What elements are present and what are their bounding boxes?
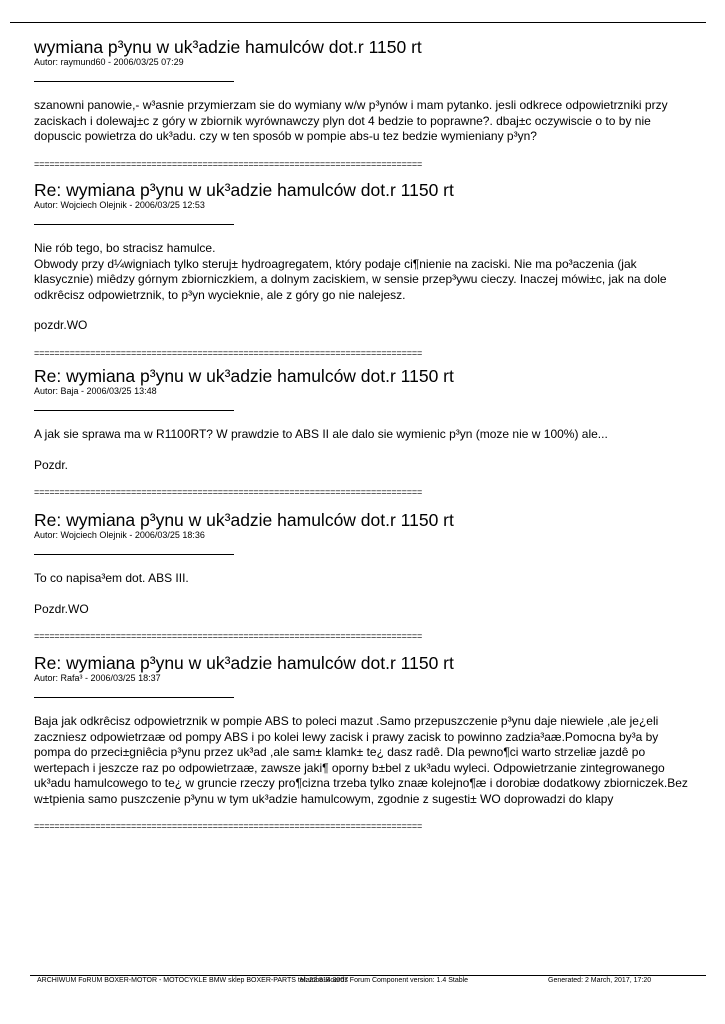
- post-title: Re: wymiana p³ynu w uk³adzie hamulców dot.r 1150 rt: [34, 510, 454, 530]
- post-paragraph: Nie rób tego, bo stracisz hamulce. Obwody przy d¼wigniach tylko steruj± hydroagregatem, który podaje ci¶nienie na zaciski. Nie ma po³aczenia (jak klasycznie) miêdzy górnym zbiorniczkiem, a dolnym zaciskiem, w sensie przep³ywu cieczy. Inaczej mówi±c, jak na dole odkrêcisz odpowietrznik, to p³yn wycieknie, ale z góry go nie nalejesz.: [34, 241, 667, 302]
- post-body: [34, 571, 694, 617]
- post-paragraph: Pozdr.: [34, 457, 69, 472]
- forum-post: [34, 653, 694, 831]
- post-author-line: Autor: Wojciech Olejnik - 2006/03/25 12:53: [34, 200, 205, 210]
- post-body: [34, 241, 694, 334]
- post-title: Re: wymiana p³ynu w uk³adzie hamulców dot.r 1150 rt: [34, 366, 454, 386]
- top-rule: [10, 22, 706, 23]
- post-body: [34, 427, 694, 473]
- post-separator: ============================================================================: [34, 821, 423, 831]
- post-paragraph: To co napisa³em dot. ABS III.: [34, 571, 189, 585]
- post-paragraph: A jak sie sprawa ma w R1100RT? W prawdzie to ABS II ale dalo sie wymienic p³yn (moze nie w 100%) ale...: [34, 427, 608, 441]
- footer-site-name: ARCHIWUM FoRUM BOXER-MOTOR - MOTOCYKLE BMW sklep BOXER-PARTS tel: 22 814 3007: [37, 977, 349, 984]
- forum-post: [34, 37, 694, 169]
- footer-generated-date: Generated: 2 March, 2017, 17:20: [548, 977, 652, 984]
- post-paragraph: Baja jak odkrêcisz odpowietrznik w pompie ABS to poleci mazut .Samo przepuszczenie p³ynu daje niewiele ,ale je¿eli zaczniesz odpowietrzaæ od pompy ABS i po kolei lewy zacisk i prawy zacisk to powinno zadzia³aæ.Pomocna by³a by pompa do przeci±gniêcia p³ynu przez uk³ad ,ale sam± klamk± te¿ dasz radê. Dla pewno¶ci warto strzeliæ jazdê po wertepach i jeszcze raz po odpowietrzaæ, zawsze jaki¶ oporny b±bel z uk³adu wyleci. Odpowietrzanie zintegrowanego uk³adu hamulcowego to te¿ w gruncie rzeczy pro¶cizna trzeba tylko znaæ kolejno¶æ i dorobiæ dodatkowy zbiorniczek.Bez w±tpienia samo puszczenie p³ynu w tym uk³adzie hamulcowym, zgodnie z sugesti± WO doprowadzi do klapy: [34, 714, 688, 806]
- author-underline: [34, 81, 234, 82]
- post-body: [34, 714, 694, 807]
- post-body: [34, 98, 694, 145]
- post-separator: ============================================================================: [34, 158, 423, 169]
- post-paragraph: Pozdr.WO: [34, 601, 89, 616]
- post-author-line: Autor: Baja - 2006/03/25 13:48: [34, 386, 157, 396]
- author-underline: [34, 410, 234, 411]
- post-author-line: Autor: Rafa³ - 2006/03/25 18:37: [34, 673, 161, 683]
- forum-post: [34, 180, 694, 358]
- forum-post: [34, 366, 694, 497]
- post-title: Re: wymiana p³ynu w uk³adzie hamulców dot.r 1150 rt: [34, 180, 454, 200]
- post-author-line: Autor: Wojciech Olejnik - 2006/03/25 18:36: [34, 530, 205, 540]
- post-paragraph: pozdr.WO: [34, 318, 88, 332]
- post-title: wymiana p³ynu w uk³adzie hamulców dot.r 1150 rt: [34, 37, 422, 57]
- post-separator: ============================================================================: [34, 347, 423, 358]
- author-underline: [34, 224, 234, 225]
- post-separator: ============================================================================: [34, 631, 423, 641]
- post-title: Re: wymiana p³ynu w uk³adzie hamulców dot.r 1150 rt: [34, 653, 454, 673]
- footer-rule: [30, 975, 706, 976]
- post-author-line: Autor: raymund60 - 2006/03/25 07:29: [34, 57, 184, 67]
- footer-component-version: Mambo-Boards Forum Component version: 1.4 Stable: [300, 977, 469, 984]
- forum-post: [34, 510, 694, 641]
- author-underline: [34, 554, 234, 555]
- post-paragraph: szanowni panowie,- w³asnie przymierzam sie do wymiany w/w p³ynów i mam pytanko. jesli odkrece odpowietrzniki przy zaciskach i dolewaj±c z góry w zbiornik wyrównawczy plyn dot 4 bedzie to poprawne?. dbaj±c oczywiscie o to by nie dopuscic powietrza do uk³adu. czy w ten sposób w pompie abs-u tez bedzie wymieniany p³yn?: [34, 98, 668, 143]
- author-underline: [34, 697, 234, 698]
- post-separator: ============================================================================: [34, 487, 423, 497]
